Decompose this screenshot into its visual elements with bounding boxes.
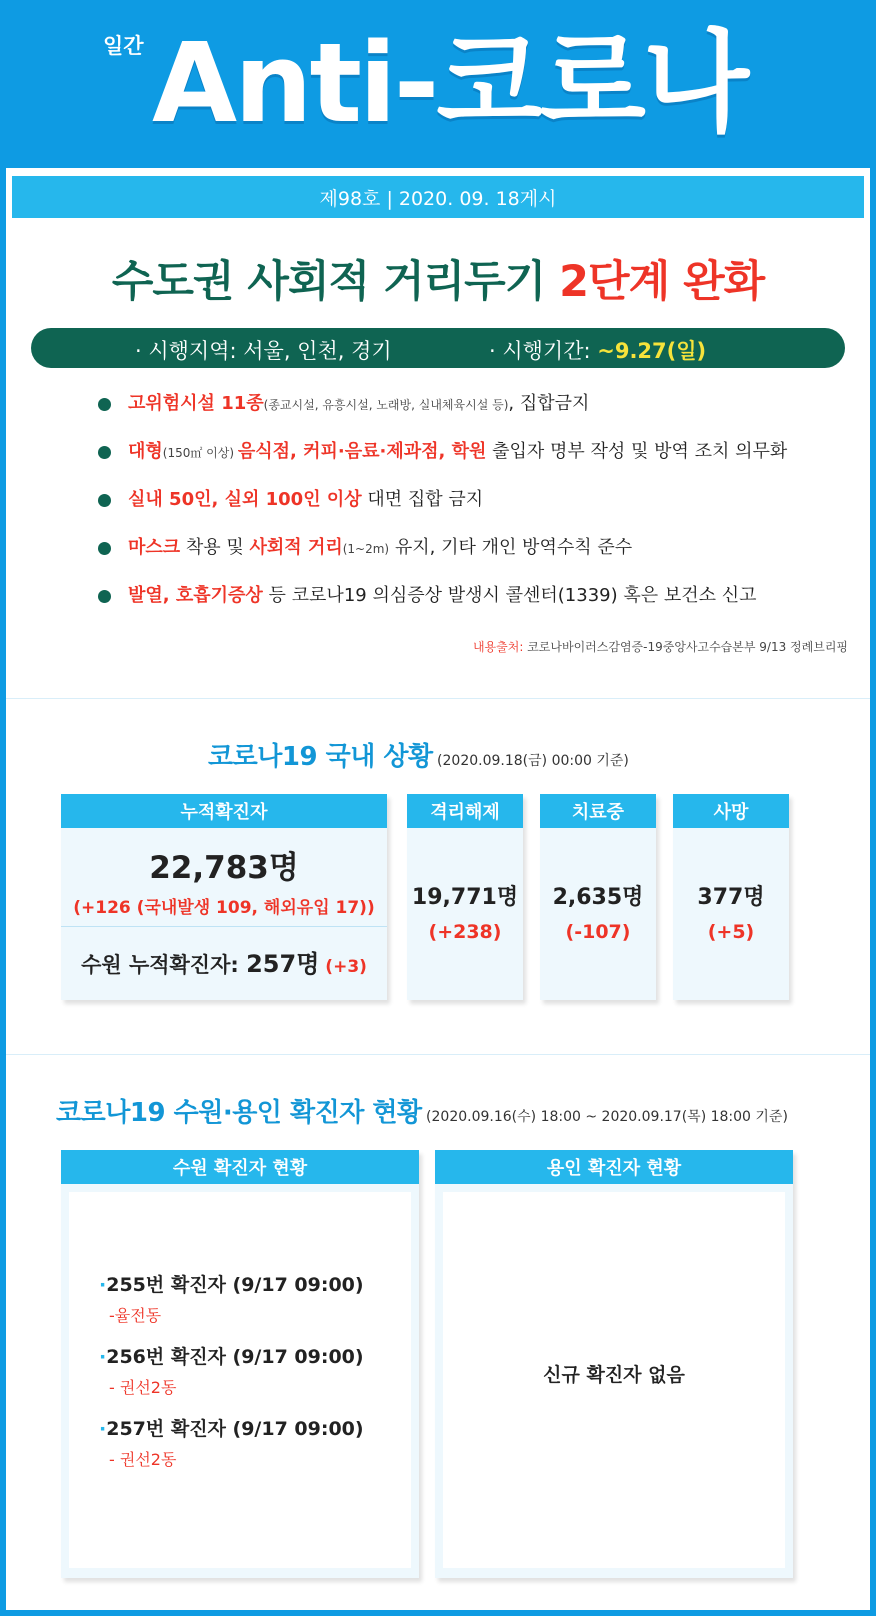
masthead: [0, 0, 876, 168]
released-card: 격리해제 19,771명 (+238): [407, 794, 523, 1000]
rule-item: 마스크 착용 및 사회적 거리(1~2m) 유지, 기타 개인 방역수칙 준수: [98, 534, 858, 582]
period-label: · 시행기간:: [489, 339, 598, 363]
released-value: 19,771명: [411, 885, 519, 910]
rule-list: [98, 390, 858, 630]
treating-change: (-107): [565, 921, 631, 943]
cumulative-change: (+126 (국내발생 109, 해외유입 17)): [73, 898, 375, 918]
newsletter-sheet: [6, 168, 870, 1610]
case-item: ·257번 확진자 (9/17 09:00) - 권선2동: [99, 1418, 364, 1469]
cumulative-value: 22,783명: [149, 850, 299, 886]
case-dot-icon: ·: [99, 1274, 107, 1296]
domestic-section-title: 코로나19 국내 상황 (2020.09.18(금) 00:00 기준): [208, 742, 629, 772]
case-dot-icon: ·: [99, 1418, 107, 1440]
enforcement-area: · 시행지역: 서울, 인천, 경기: [135, 339, 392, 363]
suwon-cumulative: 수원 누적확진자: 257명 (+3): [81, 950, 367, 978]
yongin-cases-box: [443, 1192, 785, 1568]
bullet-dot-icon: [98, 494, 111, 507]
source-label: 내용출처:: [472, 640, 524, 654]
bullet-dot-icon: [98, 590, 111, 603]
bullet-dot-icon: [98, 398, 111, 411]
rule-item: 고위험시설 11종(종교시설, 유흥시설, 노래방, 실내체육시설 등), 집합금지: [98, 390, 858, 438]
rule-item: 대형(150㎡ 이상) 음식점, 커피·음료·제과점, 학원 출입자 명부 작성 및 방역 조치 의무화: [98, 438, 858, 486]
rule-item: 발열, 호흡기증상 등 코로나19 의심증상 발생시 콜센터(1339) 혹은 보건소 신고: [98, 582, 858, 630]
yongin-cases-header: 용인 확진자 현황: [435, 1150, 793, 1184]
yongin-cases-card: [435, 1150, 793, 1578]
bullet-dot-icon: [98, 542, 111, 555]
source-text: 코로나바이러스감염증-19중앙사고수습본부 9/13 정례브리핑: [523, 640, 848, 654]
released-change: (+238): [428, 921, 502, 943]
suwon-cases-card: [61, 1150, 419, 1578]
suwon-cases-box: [69, 1192, 411, 1568]
local-section-title: 코로나19 수원·용인 확진자 현황 (2020.09.16(수) 18:00 ~ 2020.09.17(목) 18:00 기준): [56, 1098, 788, 1128]
enforcement-pill: [31, 328, 845, 368]
issue-bar: 제98호 | 2020. 09. 18게시: [12, 176, 864, 218]
deaths-value: 377명: [697, 885, 765, 910]
suwon-cases-header: 수원 확진자 현황: [61, 1150, 419, 1184]
deaths-change: (+5): [707, 921, 755, 943]
treating-card: 치료중 2,635명 (-107): [540, 794, 656, 1000]
headline-part1: 수도권: [111, 257, 248, 307]
card-divider: [61, 926, 387, 927]
rule-item: 실내 50인, 실외 100인 이상 대면 집합 금지: [98, 486, 858, 534]
period-value: ~9.27(일): [597, 339, 707, 363]
enforcement-period: [489, 335, 706, 365]
case-item: ·256번 확진자 (9/17 09:00) - 권선2동: [99, 1346, 364, 1397]
cumulative-card-header: 누적확진자: [61, 794, 387, 828]
headline: [6, 248, 870, 309]
bullet-dot-icon: [98, 446, 111, 459]
source-note: [473, 638, 848, 655]
daily-label: 일간: [103, 34, 144, 58]
case-item: ·255번 확진자 (9/17 09:00) -율전동: [99, 1274, 364, 1325]
cumulative-card: [61, 794, 387, 1000]
section-divider: [6, 698, 870, 699]
headline-part2: 사회적 거리두기: [247, 257, 560, 307]
deaths-card: 사망 377명 (+5): [673, 794, 789, 1000]
section-divider: [6, 1054, 870, 1055]
no-new-cases: 신규 확진자 없음: [543, 1364, 685, 1386]
brand-title: Anti-코로나: [152, 19, 747, 147]
headline-part3: 2단계 완화: [559, 257, 765, 307]
treating-value: 2,635명: [552, 885, 644, 910]
case-dot-icon: ·: [99, 1346, 107, 1368]
